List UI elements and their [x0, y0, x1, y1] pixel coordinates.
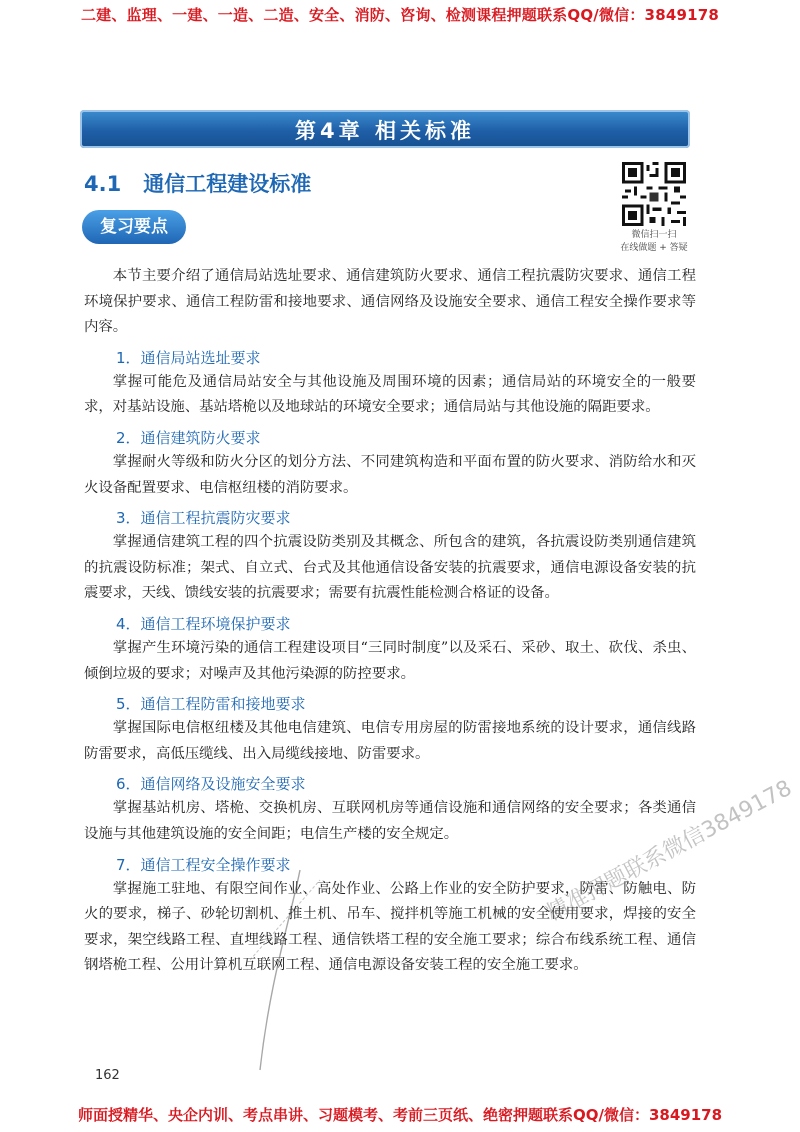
item-text: 掌握产生环境污染的通信工程建设项目“三同时制度”以及采石、采砂、取土、砍伐、杀虫、倾倒垃圾的要求；对噪声及其他污染源的防控要求。 — [84, 639, 696, 682]
item-heading: 4．通信工程环境保护要求 — [116, 614, 291, 633]
item-heading: 1．通信局站选址要求 — [116, 348, 261, 367]
chapter-header-bar — [80, 110, 690, 148]
section-name: 通信工程建设标准 — [143, 172, 312, 196]
qr-code-icon[interactable] — [622, 162, 686, 226]
section-number: 4.1 — [84, 172, 122, 196]
item-text: 掌握可能危及通信局站安全与其他设施及周围环境的因素；通信局站的环境安全的一般要求，对基站设施、基站塔桅以及地球站的环境安全要求；通信局站与其他设施的隔距要求。 — [84, 373, 696, 416]
watermark: 精准押题联系微信3849178 — [542, 775, 796, 927]
item-heading: 7．通信工程安全操作要求 — [116, 855, 291, 874]
chapter-title: 第4章 相关标准 — [295, 119, 475, 143]
section-title — [84, 168, 311, 198]
item-heading: 6．通信网络及设施安全要求 — [116, 775, 306, 794]
item-text: 掌握施工驻地、有限空间作业、高处作业、公路上作业的安全防护要求，防雷、防触电、防火的要求，梯子、砂轮切割机、推土机、吊车、搅拌机等施工机械的安全使用要求，焊接的安全要求，架空线路工程、直埋线路工程、通信铁塔工程的安全施工要求；综合布线系统工程、通信钢塔桅工程、公用计算机互联网工程、通信电源设备安装工程的安全施工要求。 — [84, 880, 696, 974]
qr-caption-line2: 在线做题 + 答疑 — [620, 243, 688, 253]
item-heading: 5．通信工程防雷和接地要求 — [116, 695, 306, 714]
pen-scribble — [230, 860, 350, 1080]
item-text: 掌握国际电信枢纽楼及其他电信建筑、电信专用房屋的防雷接地系统的设计要求，通信线路防雷要求，高低压缆线、出入局缆线接地、防雷要求。 — [84, 720, 696, 762]
bottom-banner: 师面授精华、央企内训、考点串讲、习题模考、考前三页纸、绝密押题联系QQ/微信：3849178 — [77, 1106, 723, 1124]
item-text: 掌握基站机房、塔桅、交换机房、互联网机房等通信设施和通信网络的安全要求；各类通信设施与其他建筑设施的安全间距；电信生产楼的安全规定。 — [84, 800, 696, 842]
top-banner: 二建、监理、一建、一造、二造、安全、消防、咨询、检测课程押题联系QQ/微信：3849178 — [80, 6, 720, 24]
qr-caption — [608, 229, 700, 255]
intro-paragraph: 本节主要介绍了通信局站选址要求、通信建筑防火要求、通信工程抗震防灾要求、通信工程环境保护要求、通信工程防雷和接地要求、通信网络及设施安全要求、通信工程安全操作要求等内容。 — [84, 268, 696, 336]
qr-caption-line1: 微信扫一扫 — [631, 230, 677, 240]
item-text: 掌握耐火等级和防火分区的划分方法、不同建筑构造和平面布置的防火要求、消防给水和灭火设备配置要求、电信枢纽楼的消防要求。 — [84, 453, 696, 496]
item-heading: 2．通信建筑防火要求 — [116, 428, 261, 447]
item-text: 掌握通信建筑工程的四个抗震设防类别及其概念、所包含的建筑，各抗震设防类别通信建筑的抗震设防标准；架式、自立式、台式及其他通信设备安装的抗震要求，通信电源设备安装的抗震要求，天线、馈线安装的抗震要求；需要有抗震性能检测合格证的设备。 — [84, 534, 696, 602]
review-points-badge: 复习要点 — [82, 210, 186, 244]
item-heading: 3．通信工程抗震防灾要求 — [116, 509, 291, 528]
page-number: 162 — [95, 1068, 120, 1083]
